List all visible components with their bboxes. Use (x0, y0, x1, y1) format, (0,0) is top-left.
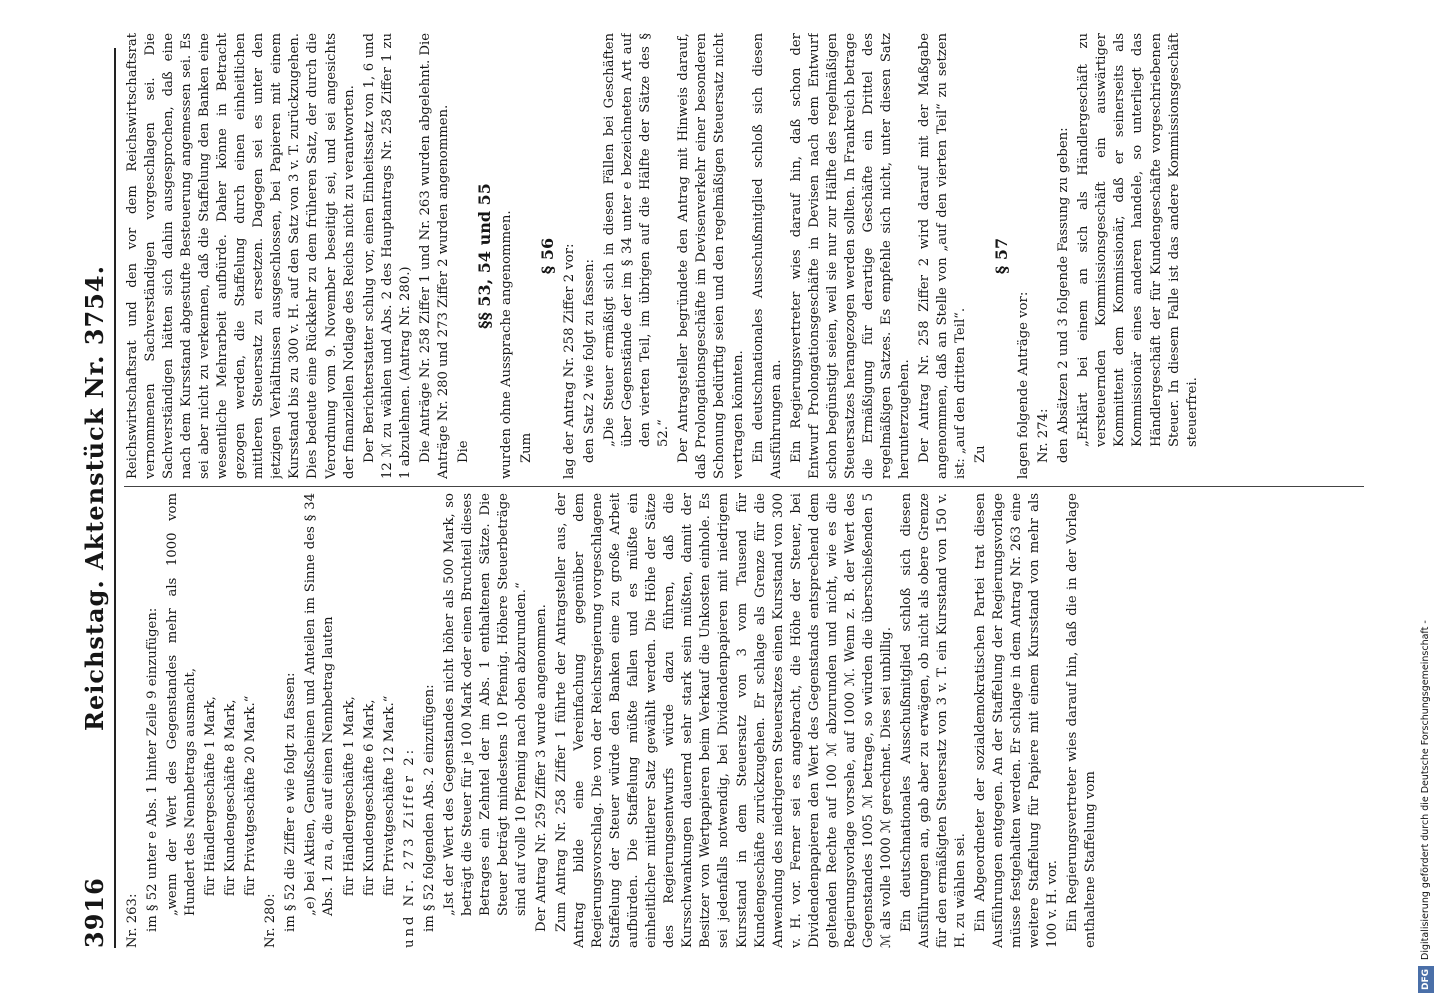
paragraph: im § 52 folgenden Abs. 2 einzufügen: (421, 684, 437, 932)
quote-paragraph: „Ist der Wert des Gegenstandes nicht höher als 500 Mark, so beträgt die Steuer für je 100 Mark oder einen Bruchteil dieses Betrages ein Zehntel der im Abs. 1 enthaltenen Sätze. Die Steuer beträgt mindestens 10 Pfennig. Höhere Steuerbeträge sind auf volle 10 Pfennig nach oben abzurunden.“ (441, 493, 529, 916)
paragraph: im § 52 unter e Abs. 1 hinter Zeile 9 einzufügen: (145, 607, 161, 932)
dfg-logo: DFG (1418, 966, 1434, 993)
column-divider (124, 486, 1364, 487)
paragraph: im § 52 die Ziffer e wie folgt zu fassen: (283, 672, 299, 932)
paragraph: Zu (973, 445, 989, 463)
paragraph: Nr. 263: (125, 893, 140, 948)
paragraph: Ein Abgeordneter der sozialdemokratischen Partei trat diesen Ausführungen entgegen. An der Staffelung der Regierungsvorlage müsse festgehalten werden. Er schlage in dem Antrag Nr. 263 eine weitere Staffelung für Papiere mit einem Kursstand von mehr als 100 v. H. vor. (973, 493, 1061, 948)
paragraph: Der Antrag Nr. 258 Ziffer 2 wird darauf mit der Maßgabe angenommen, daß an Stelle von „auf den vierten Teil“ zu setzen ist: „auf den dritten Teil“. (916, 33, 969, 479)
digitization-credit (1418, 8, 1434, 993)
paragraph: Zum Antrag Nr. 258 Ziffer 1 führte der Antragsteller aus, der Antrag bilde eine Vereinfachung gegenüber dem Regierungsvorschlag. Die von der Reichsregierung vorgeschlagene Staffelung der Steuer würde den Banken eine zu große Arbeit aufbürden. Die Staffelung müßte fallen und es müßte ein einheitlicher mittlerer Satz gewählt werden. Die Höhe der Sätze des Regierungsentwurfs würde dazu führen, daß die Kursschwankungen dauernd sehr stark sein müßten, damit der Besitzer von Wertpapieren beim Verkauf die Unkosten einhole. Es sei jedenfalls notwendig, bei Dividendenpapieren mit niedrigem Kursstand in dem Steuersatz von 3 vom Tausend für Kundengeschäfte zurückzugehen. Er schlage als Grenze für die Anwendung des niedrigeren Steuersatzes einen Kursstand von 300 v. H. vor. Ferner sei es angebracht, die Höhe der Steuer, bei Dividendenpapieren den Wert des Gegenstands entsprechend dem geltenden Rechte auf 100 ℳ abzurunden und nicht, wie es die Regierungsvorlage vorsehe, auf 1000 ℳ. Wenn z. B. der Wert des Gegenstandes 1005 ℳ betrage, so würden die überschießenden 5 ℳ als volle 1000 ℳ gerechnet. Dies sei unbillig. (554, 493, 894, 948)
section-heading: § 57 (992, 237, 1012, 275)
paragraph: Ein Regierungsvertreter wies darauf hin, daß schon der Entwurf Prolongationsgeschäfte in Devisen nach dem Entwurf schon begünstigt seien, weil sie nur zur Hälfte des regelmäßigen Steuersatzes herangezogen werden sollten. In Frankreich betrage die Ermäßigung für derartige Geschäfte ein Drittel des regelmäßigen Satzes. Es empfehle sich nicht, unter diesen Satz herunterzugehen. (788, 33, 912, 479)
left-column (124, 493, 1102, 948)
paragraph: Ein Regierungsvertreter wies darauf hin, daß die in der Vorlage enthaltene Staffelung vom (1065, 493, 1099, 948)
paragraph: den Absätzen 2 und 3 folgende Fassung zu geben: (1056, 127, 1072, 463)
paragraph: und Nr. 273 Ziffer 2: (401, 746, 417, 948)
quote-line: für Privatgeschäfte 12 Mark.“ (381, 695, 397, 896)
section-heading: § 56 (538, 237, 558, 275)
quote-line: für Kundengeschäfte 6 Mark, (361, 699, 377, 896)
quote-paragraph: „wenn der Wert des Gegenstandes mehr als 1000 vom Hundert des Nennbetrags ausmacht, (165, 493, 199, 916)
paragraph: Der Antragsteller begründete den Antrag mit Hinweis darauf, daß Prolongationsgeschäfte im Devisenverkehr einer besonderen Schonung bedürftig seien und den regelmäßigen Steuersatz nicht vertragen könnten. (676, 33, 746, 479)
paragraph: Reichswirtschaftsrat und den vor dem Reichswirtschaftsrat vernommenen Sachverständigen vorgeschlagen sei. Die Sachverständigen hätten sich dahin ausgesprochen, daß eine nach dem Kursstand abgestufte Besteuerung angemessen sei. Es sei aber nicht zu verkennen, daß die Staffelung den Banken eine wesentliche Mehrarbeit aufbürde. Daher könne in Betracht gezogen werden, die Staffelung durch einen einheitlichen mittleren Steuersatz zu ersetzen. Dagegen sei es unter den jetzigen Verhältnissen ausgeschlossen, bei Papieren mit einem Kursstand bis zu 300 v. H. auf den Satz von 3 v. T. zurückzugehen. Dies bedeute eine Rückkehr zu dem früheren Satz, der durch die Verordnung vom 9. November beseitigt sei, und sei angesichts der finanziellen Notlage des Reichs nicht zu verantworten. (125, 33, 357, 479)
section-heading: §§ 53, 54 und 55 (474, 183, 494, 329)
credit-text: Digitalisierung gefördert durch die Deutsche Forschungsgemeinschaft - (1420, 620, 1431, 960)
quote-line: für Händlergeschäfte 1 Mark, (341, 696, 357, 896)
paragraph: Die (455, 440, 471, 463)
running-header (80, 48, 116, 948)
paragraph: lag der Antrag Nr. 258 Ziffer 2 vor: (562, 243, 578, 479)
paragraph: Nr. 274: (1036, 408, 1052, 463)
credit-line (1418, 8, 1434, 993)
paragraph: Der Berichterstatter schlug vor, einen Einheitssatz von 1, 6 und 12 ℳ zu wählen und Abs. 2 des Hauptantrags Nr. 258 Ziffer 1 zu 1 abzulehnen. (Antrag Nr. 280.) (361, 33, 413, 479)
quote-paragraph: „e) bei Aktien, Genußscheinen und Anteilen im Sinne des § 34 Abs. 1 zu a, die auf einen Nennbetrag lauten (303, 493, 337, 916)
paragraph: Nr. 280: (263, 893, 279, 948)
quote-line: für Händlergeschäfte 1 Mark, (203, 696, 219, 896)
paragraph: Ein deutschnationales Ausschußmitglied schloß sich diesen Ausführungen an. (750, 33, 784, 479)
quote-line: für Kundengeschäfte 8 Mark, (223, 699, 239, 896)
quote-paragraph: „Erklärt bei einem an sich als Händlergeschäft zu versteuernden Kommissionsgeschäft ein auswärtiger Kommittent dem Kommissionär, daß er seinerseits als Kommissionär eines anderen handele, so unterliegt das Händlergeschäft der für Kundengeschäfte vorgeschriebenen Steuer. In diesem Falle ist das andere Kommissionsgeschäft steuerfrei. (1076, 33, 1200, 447)
quote-paragraph: „Die Steuer ermäßigt sich in diesen Fällen bei Geschäften über Gegenstände der im § 34 unter e bezeichneten Art auf den vierten Teil, im übrigen auf die Hälfte der Sätze des § 52.“ (602, 33, 672, 447)
paragraph: lagen folgende Anträge vor: (1016, 291, 1032, 479)
paragraph: Ein deutschnationales Ausschußmitglied schloß sich diesen Ausführungen an, gab aber zu erwägen, ob nicht als obere Grenze für den ermäßigten Steuersatz von 3 v. T. ein Kursstand von 150 v. H. zu wählen sei. (898, 493, 969, 948)
paragraph: Die Anträge Nr. 258 Ziffer 1 und Nr. 263 wurden abgelehnt. Die Anträge Nr. 280 und 273 Ziffer 2 wurden angenommen. (417, 33, 451, 479)
quote-line: für Privatgeschäfte 20 Mark.“ (243, 695, 259, 896)
paragraph: den Satz 2 wie folgt zu fassen: (582, 259, 598, 463)
right-column (124, 33, 1204, 479)
page-number: 3916 (80, 877, 109, 948)
document-title: Reichstag. Aktenstück Nr. 3754. (80, 265, 109, 731)
paragraph: wurden ohne Aussprache angenommen. (498, 210, 514, 479)
paragraph: Zum (518, 432, 534, 463)
paragraph: Der Antrag Nr. 259 Ziffer 3 wurde angenommen. (533, 604, 549, 932)
